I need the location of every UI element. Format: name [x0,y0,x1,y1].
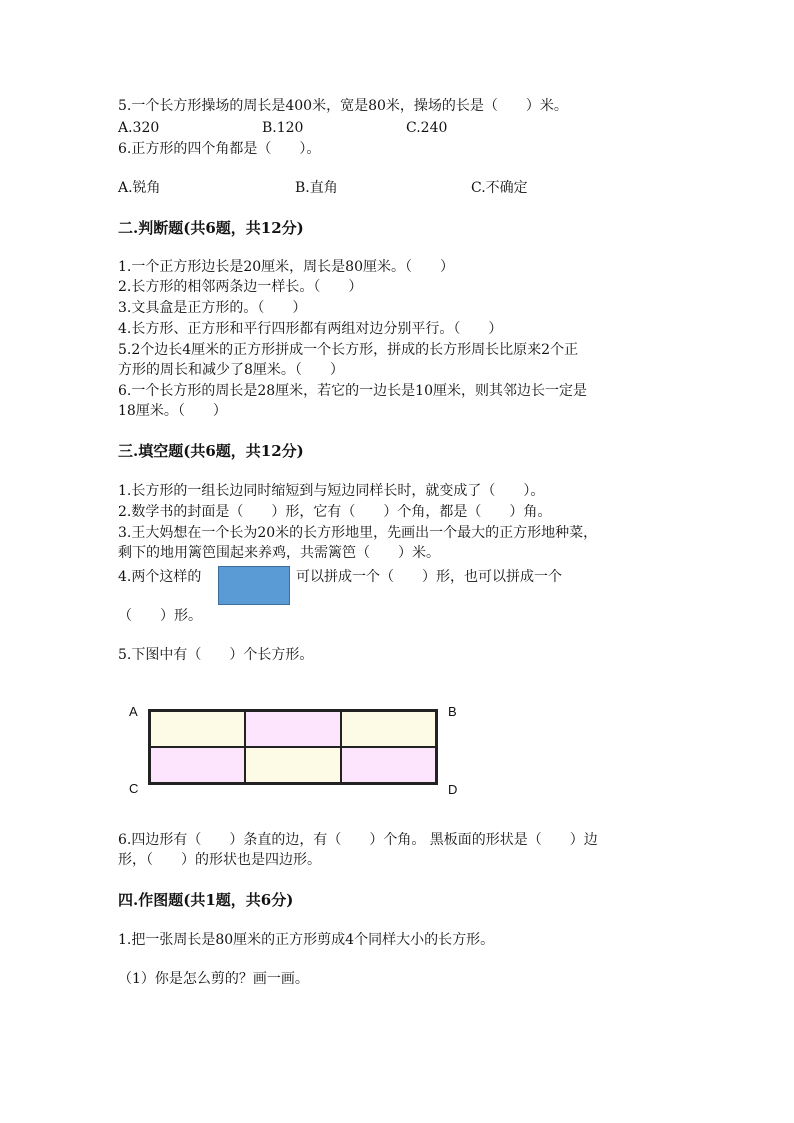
corner-label-b: B [448,704,457,719]
corner-label-d: D [448,782,458,797]
q6-option-b: B.直角 [295,180,338,196]
s3-item-3b: 剩下的地用篱笆围起来养鸡，共需篱笆（ ）米。 [118,545,440,561]
s3-q6-line2: 形，（ ）的形状也是四边形。 [118,852,321,868]
grid-cell [150,747,245,783]
s2-item-3: 3.文具盒是正方形的。（ ） [118,300,307,316]
section4-title: 四.作图题(共1题，共6分) [118,891,294,909]
s4-sub1: （1）你是怎么剪的？画一画。 [118,971,309,987]
s3-item-2: 2.数学书的封面是（ ）形，它有（ ）个角，都是（ ）角。 [118,504,552,520]
corner-label-c: C [129,781,139,796]
grid-cell [341,711,436,747]
rectangle-grid-figure [148,709,438,785]
corner-label-a: A [129,704,138,719]
s2-item-4: 4.长方形、正方形和平行四形都有两组对边分别平行。（ ） [118,321,503,337]
s3-q5: 5.下图中有（ ）个长方形。 [118,647,314,663]
s2-item-6a: 6.一个长方形的周长是28厘米，若它的一边长是10厘米，则其邻边长一定是 [118,383,587,399]
s3-item-1: 1.长方形的一组长边同时缩短到与短边同样长时，就变成了（ ）。 [118,483,545,499]
s2-item-1: 1.一个正方形边长是20厘米，周长是80厘米。（ ） [118,259,454,275]
q6-option-c: C.不确定 [471,180,528,196]
section3-title: 三.填空题(共6题，共12分) [118,442,304,460]
s3-q6-line1: 6.四边形有（ ）条直的边，有（ ）个角。 黑板面的形状是（ ）边 [118,832,598,848]
q5-option-b: B.120 [262,120,304,136]
blue-square-figure [218,566,290,605]
s3-item-3a: 3.王大妈想在一个长为20米的长方形地里，先画出一个最大的正方形地种菜， [118,525,598,541]
q6-text: 6.正方形的四个角都是（ ）。 [118,141,321,157]
q6-option-a: A.锐角 [118,180,161,196]
grid-cell [245,747,340,783]
s2-item-5b: 方形的周长和减少了8厘米。（ ） [118,362,344,378]
q5-option-c: C.240 [406,120,448,136]
s2-item-6b: 18厘米。（ ） [118,403,227,419]
grid-cell [341,747,436,783]
grid-cell [245,711,340,747]
s2-item-2: 2.长方形的相邻两条边一样长。（ ） [118,279,363,295]
s4-q1: 1.把一张周长是80厘米的正方形剪成4个同样大小的长方形。 [118,932,495,948]
q5-option-a: A.320 [118,120,160,136]
grid-cell [150,711,245,747]
section2-title: 二.判断题(共6题，共12分) [118,219,304,237]
q5-text: 5.一个长方形操场的周长是400米，宽是80米，操场的长是（ ）米。 [118,98,568,114]
s2-item-5a: 5.2个边长4厘米的正方形拼成一个长方形，拼成的长方形周长比原来2个正 [118,342,579,358]
s3-q4-part2: 可以拼成一个（ ）形，也可以拼成一个 [296,569,562,585]
s3-q4-part3: （ ）形。 [118,608,202,624]
s3-q4-part1: 4.两个这样的 [118,569,202,585]
